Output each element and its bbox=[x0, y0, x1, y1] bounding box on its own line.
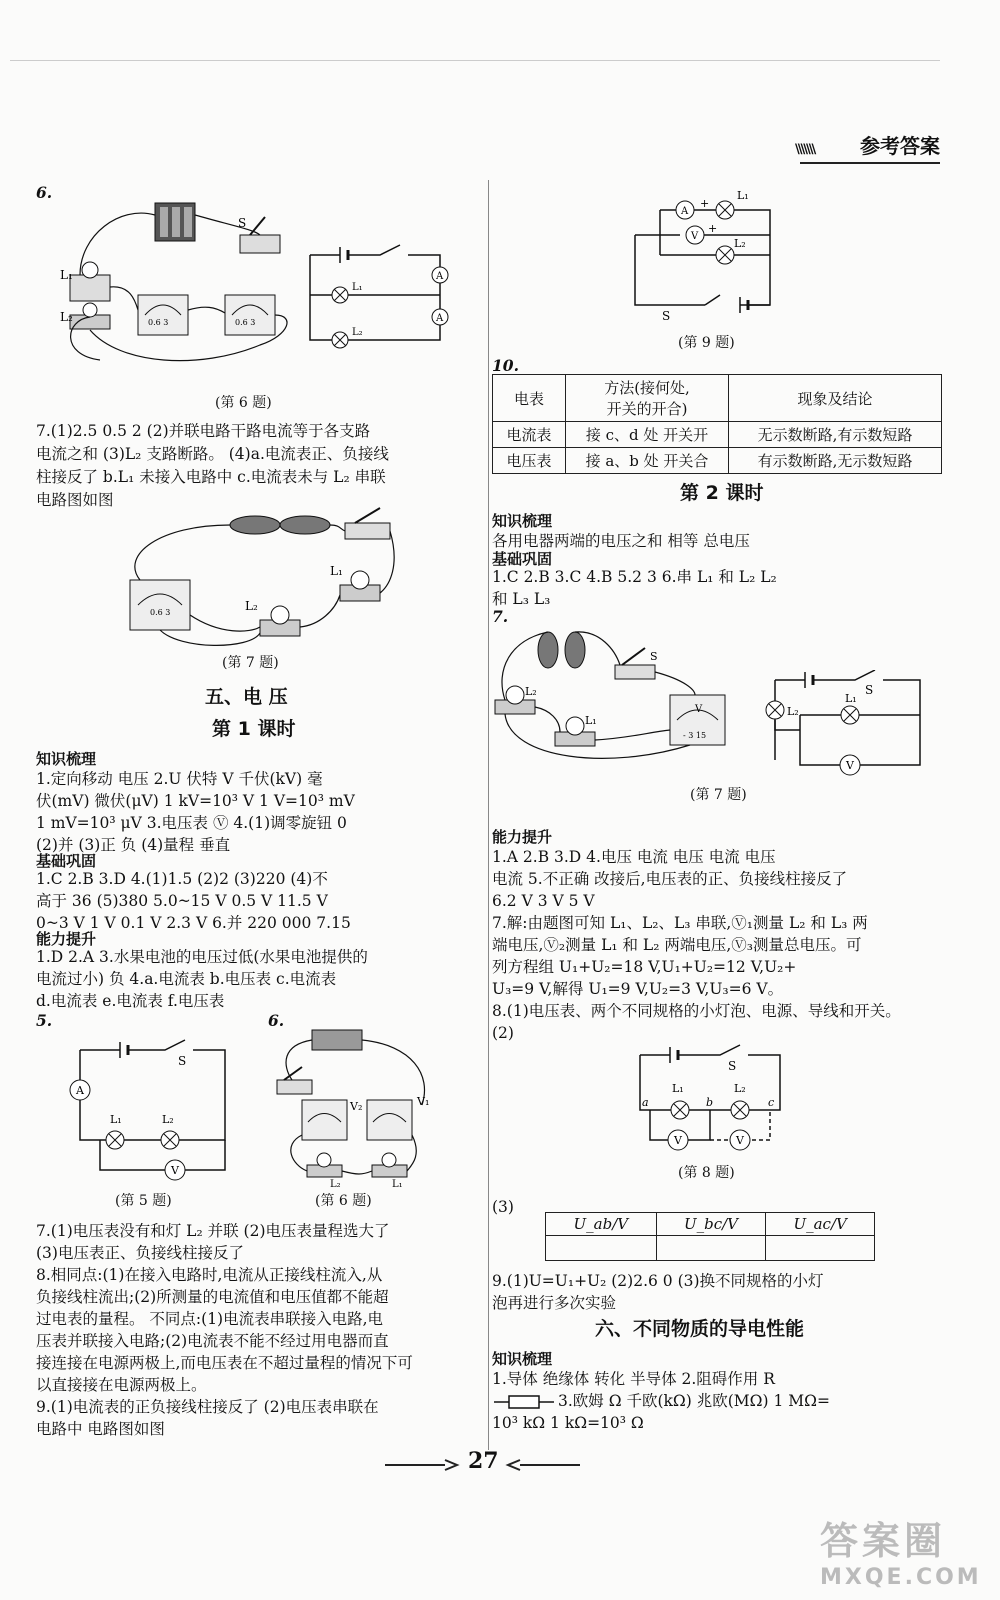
q5-circuit-diagram bbox=[60, 1035, 235, 1185]
q7r-meter-v: V bbox=[695, 704, 703, 715]
q7-physical-circuit bbox=[100, 505, 400, 655]
q9-caption: (第 9 题) bbox=[678, 335, 735, 351]
q10-cell: 接 a、b 处 开关合 bbox=[566, 448, 729, 474]
right-nl-line-4: 7.解:由题图可知 L₁、L₂、L₃ 串联,Ⓥ₁测量 L₂ 和 L₃ 两 bbox=[492, 914, 868, 932]
last-line-2: 3.欧姆 Ω 千欧(kΩ) 兆欧(MΩ) 1 MΩ= bbox=[558, 1392, 830, 1410]
watermark-line-2: MXQE.COM bbox=[820, 1565, 982, 1590]
q9-circuit-diagram bbox=[620, 185, 790, 325]
q8-header-ubc: U_bc/V bbox=[656, 1213, 766, 1236]
q10-header-result: 现象及结论 bbox=[729, 375, 942, 422]
left-q6-number: 6. bbox=[36, 183, 53, 202]
q6-diagram-l2: L₂ bbox=[352, 327, 363, 338]
q6-diagram-a1: A bbox=[436, 271, 444, 282]
section-six-title: 六、不同物质的导电性能 bbox=[595, 1318, 805, 1340]
q7-caption: (第 7 题) bbox=[222, 655, 279, 671]
q7-label-l1: L₁ bbox=[330, 564, 343, 578]
q10-header-method: 方法(接何处, 开关的开合) bbox=[566, 375, 729, 422]
q5-label-a: A bbox=[76, 1084, 84, 1097]
right-nl-line-7: U₃=9 V,解得 U₁=9 V,U₂=3 V,U₃=6 V。 bbox=[492, 980, 784, 998]
bottom-line-10: 电路中 电路图如图 bbox=[36, 1420, 165, 1438]
q10-cell: 电流表 bbox=[493, 422, 566, 448]
q9-label-l2: L₂ bbox=[734, 237, 746, 250]
bottom-line-6: 压表并联接入电路;(2)电流表不能不经过用电器而直 bbox=[36, 1332, 389, 1350]
site-watermark bbox=[820, 1510, 990, 1590]
q6b-physical-circuit bbox=[262, 1025, 442, 1190]
right-nl-line-8: 8.(1)电压表、两个不同规格的小灯泡、电源、导线和开关。 bbox=[492, 1002, 901, 1020]
q6-caption: (第 6 题) bbox=[215, 395, 272, 411]
q5-label-l2: L₂ bbox=[162, 1113, 174, 1126]
zs-line-2: 伏(mV) 微伏(μV) 1 kV=10³ V 1 V=10³ mV bbox=[36, 792, 355, 810]
q8-label-a: a bbox=[642, 1096, 649, 1109]
lesson-2-title: 第 2 课时 bbox=[680, 482, 764, 504]
q5-label-s: S bbox=[178, 1054, 187, 1068]
right-q7-circuit-diagram bbox=[765, 670, 930, 785]
q5-label-l1: L₁ bbox=[110, 1113, 122, 1126]
right-nl-line-2: 电流 5.不正确 改接后,电压表的正、负接线柱接反了 bbox=[492, 870, 848, 888]
q7-label-l2: L₂ bbox=[245, 599, 258, 613]
bottom-line-9: 9.(1)电流表的正负接线柱接反了 (2)电压表串联在 bbox=[36, 1398, 379, 1416]
q10-header-meter: 电表 bbox=[493, 375, 566, 422]
q5-label-v: V bbox=[171, 1164, 179, 1177]
q6-meter2-scale: 0.6 3 bbox=[235, 318, 256, 327]
q6-physical-circuit bbox=[60, 195, 300, 380]
q7-line-2: 电流之和 (3)L₂ 支路断路。 (4)a.电流表正、负接线 bbox=[36, 445, 389, 463]
q8-part3: (3) bbox=[492, 1198, 514, 1216]
right-q9-line-1: 9.(1)U=U₁+U₂ (2)2.6 0 (3)换不同规格的小灯 bbox=[492, 1272, 824, 1290]
q6-meter1-scale: 0.6 3 bbox=[148, 318, 169, 327]
left-jichu-heading: 基础巩固 bbox=[36, 852, 97, 870]
q10-cell: 电压表 bbox=[493, 448, 566, 474]
q7-line-1: 7.(1)2.5 0.5 2 (2)并联电路干路电流等于各支路 bbox=[36, 422, 371, 440]
right-jc-line-2: 和 L₃ L₃ bbox=[492, 590, 551, 608]
zs-line-1: 1.定向移动 电压 2.U 伏特 V 千伏(kV) 毫 bbox=[36, 770, 323, 788]
jc-line-2: 高于 36 (5)380 5.0~15 V 0.5 V 11.5 V bbox=[36, 892, 328, 910]
bottom-line-8: 以直接接在电源两极上。 bbox=[36, 1376, 207, 1394]
q8-empty-cell bbox=[766, 1236, 875, 1261]
q7r-diagram-v: V bbox=[846, 759, 854, 772]
q8-label-l2: L₂ bbox=[734, 1082, 746, 1095]
q7-meter-scale: 0.6 3 bbox=[150, 608, 171, 617]
q8-label-s: S bbox=[728, 1059, 737, 1073]
q6b-label-l2: L₂ bbox=[330, 1179, 341, 1190]
q5-number: 5. bbox=[36, 1011, 53, 1030]
jc-line-3: 0~3 V 1 V 0.1 V 2.3 V 6.并 220 000 7.15 bbox=[36, 914, 351, 932]
right-nengli-heading: 能力提升 bbox=[492, 828, 553, 846]
q8-label-v2: V bbox=[736, 1134, 744, 1147]
q7r-meter-scale: - 3 15 bbox=[683, 731, 707, 740]
bottom-line-4: 负接线柱流出;(2)所测量的电流值和电压值都不能超 bbox=[36, 1288, 389, 1306]
q8-header-uac: U_ac/V bbox=[766, 1213, 875, 1236]
q6b-label-v2: V₂ bbox=[350, 1100, 363, 1113]
q10-cell: 接 c、d 处 开关开 bbox=[566, 422, 729, 448]
q7-line-4: 电路图如图 bbox=[36, 491, 114, 509]
page-header bbox=[795, 130, 940, 164]
q6-circuit-diagram bbox=[300, 235, 460, 355]
q6-label-l1: L₁ bbox=[60, 268, 73, 282]
right-jichu-heading: 基础巩固 bbox=[492, 550, 553, 568]
q9-plus-a: + bbox=[700, 197, 710, 210]
right-q7-caption: (第 7 题) bbox=[690, 787, 747, 803]
right-zhishi-heading: 知识梳理 bbox=[492, 512, 553, 530]
watermark-line-1: 答案圈 bbox=[820, 1519, 947, 1563]
right-nl-line-3: 6.2 V 3 V 5 V bbox=[492, 892, 595, 910]
q8-label-c: c bbox=[768, 1096, 775, 1109]
bottom-line-3: 8.相同点:(1)在接入电路时,电流从正接线柱流入,从 bbox=[36, 1266, 383, 1284]
column-divider bbox=[488, 180, 489, 1450]
header-title: 参考答案 bbox=[860, 134, 940, 158]
q7r-diagram-l2: L₂ bbox=[787, 705, 799, 718]
q7r-phys-l1: L₁ bbox=[585, 714, 597, 727]
right-nl-line-6: 列方程组 U₁+U₂=18 V,U₁+U₂=12 V,U₂+ bbox=[492, 958, 797, 976]
q6b-caption: (第 6 题) bbox=[315, 1193, 372, 1209]
q10-table bbox=[492, 374, 942, 474]
q10-cell: 有示数断路,无示数短路 bbox=[729, 448, 942, 474]
bottom-line-2: (3)电压表正、负接线柱接反了 bbox=[36, 1244, 244, 1262]
page-number: 27 bbox=[468, 1448, 499, 1474]
table-row bbox=[493, 375, 942, 422]
zs-line-3: 1 mV=10³ μV 3.电压表 Ⓥ 4.(1)调零旋钮 0 bbox=[36, 814, 347, 832]
q9-label-l1: L₁ bbox=[737, 189, 749, 202]
q6b-label-l1: L₁ bbox=[392, 1179, 403, 1190]
q9-label-s: S bbox=[662, 309, 671, 323]
header-rule bbox=[10, 60, 940, 61]
left-zhishi-heading: 知识梳理 bbox=[36, 750, 97, 768]
q7r-phys-s: S bbox=[650, 650, 658, 663]
right-nl-line-9: (2) bbox=[492, 1024, 514, 1042]
header-slashes: \\\\\\\ bbox=[795, 142, 815, 157]
table-row bbox=[546, 1213, 875, 1236]
right-zhishi2-heading: 知识梳理 bbox=[492, 1350, 553, 1368]
q8-caption: (第 8 题) bbox=[678, 1165, 735, 1181]
bottom-line-5: 过电表的量程。 不同点:(1)电流表串联接入电路,电 bbox=[36, 1310, 384, 1328]
table-row bbox=[493, 448, 942, 474]
resistor-symbol-icon bbox=[494, 1392, 554, 1412]
q8-circuit-diagram bbox=[630, 1040, 790, 1165]
q8-empty-cell bbox=[546, 1236, 657, 1261]
q8-header-uab: U_ab/V bbox=[546, 1213, 657, 1236]
q6-diagram-l1: L₁ bbox=[352, 282, 363, 293]
nl-line-3: d.电流表 e.电流表 f.电压表 bbox=[36, 992, 225, 1010]
q9-label-a: A bbox=[681, 206, 689, 217]
q6-diagram-a2: A bbox=[436, 313, 444, 324]
nl-line-2: 电流过小) 负 4.a.电流表 b.电压表 c.电流表 bbox=[36, 970, 337, 988]
footer-ornament-left bbox=[385, 1458, 460, 1472]
left-nengli-heading: 能力提升 bbox=[36, 930, 97, 948]
bottom-line-7: 接连接在电源两极上,而电压表在不超过量程的情况下可 bbox=[36, 1354, 413, 1372]
table-row bbox=[546, 1236, 875, 1261]
footer-ornament-right bbox=[505, 1458, 580, 1472]
header-underline bbox=[800, 160, 940, 166]
q5-caption: (第 5 题) bbox=[115, 1193, 172, 1209]
right-q7-physical-circuit bbox=[490, 620, 750, 780]
q6-label-l2: L₂ bbox=[60, 310, 73, 324]
right-q9-line-2: 泡再进行多次实验 bbox=[492, 1294, 617, 1312]
q8-label-l1: L₁ bbox=[672, 1082, 684, 1095]
q8-label-b: b bbox=[706, 1096, 714, 1109]
right-nl-line-1: 1.A 2.B 3.D 4.电压 电流 电压 电流 电压 bbox=[492, 848, 776, 866]
right-jc-line-1: 1.C 2.B 3.C 4.B 5.2 3 6.串 L₁ 和 L₂ L₂ bbox=[492, 568, 777, 586]
q10-cell: 无示数断路,有示数短路 bbox=[729, 422, 942, 448]
q7r-phys-l2: L₂ bbox=[525, 685, 537, 698]
nl-line-1: 1.D 2.A 3.水果电池的电压过低(水果电池提供的 bbox=[36, 948, 368, 966]
q8-label-v1: V bbox=[674, 1134, 682, 1147]
lesson-1-title: 第 1 课时 bbox=[212, 718, 296, 740]
last-line-1: 1.导体 绝缘体 转化 半导体 2.阻碍作用 R bbox=[492, 1370, 775, 1388]
q6b-label-v1: V₁ bbox=[417, 1095, 430, 1108]
jc-line-1: 1.C 2.B 3.D 4.(1)1.5 (2)2 (3)220 (4)不 bbox=[36, 870, 328, 888]
last-line-3: 10³ kΩ 1 kΩ=10³ Ω bbox=[492, 1414, 644, 1432]
q8-empty-cell bbox=[656, 1236, 766, 1261]
q6-label-s: S bbox=[238, 216, 247, 230]
q7-line-3: 柱接反了 b.L₁ 未接入电路中 c.电流表未与 L₂ 串联 bbox=[36, 468, 386, 486]
q9-plus-v: + bbox=[708, 222, 718, 235]
table-row bbox=[493, 422, 942, 448]
right-nl-line-5: 端电压,Ⓥ₂测量 L₁ 和 L₂ 两端电压,Ⓥ₃测量总电压。可 bbox=[492, 936, 862, 954]
q7r-diagram-l1: L₁ bbox=[845, 692, 857, 705]
right-q7-number: 7. bbox=[492, 607, 509, 626]
right-zs-line: 各用电器两端的电压之和 相等 总电压 bbox=[492, 532, 750, 550]
q6b-number: 6. bbox=[268, 1011, 285, 1030]
zs-line-4: (2)并 (3)正 负 (4)量程 垂直 bbox=[36, 836, 231, 854]
section-five-title: 五、电 压 bbox=[205, 686, 288, 708]
q8-data-table bbox=[545, 1212, 875, 1261]
q10-number: 10. bbox=[492, 356, 519, 375]
q7r-diagram-s: S bbox=[865, 683, 874, 697]
q9-label-v: V bbox=[691, 231, 699, 242]
bottom-line-1: 7.(1)电压表没有和灯 L₂ 并联 (2)电压表量程选大了 bbox=[36, 1222, 390, 1240]
